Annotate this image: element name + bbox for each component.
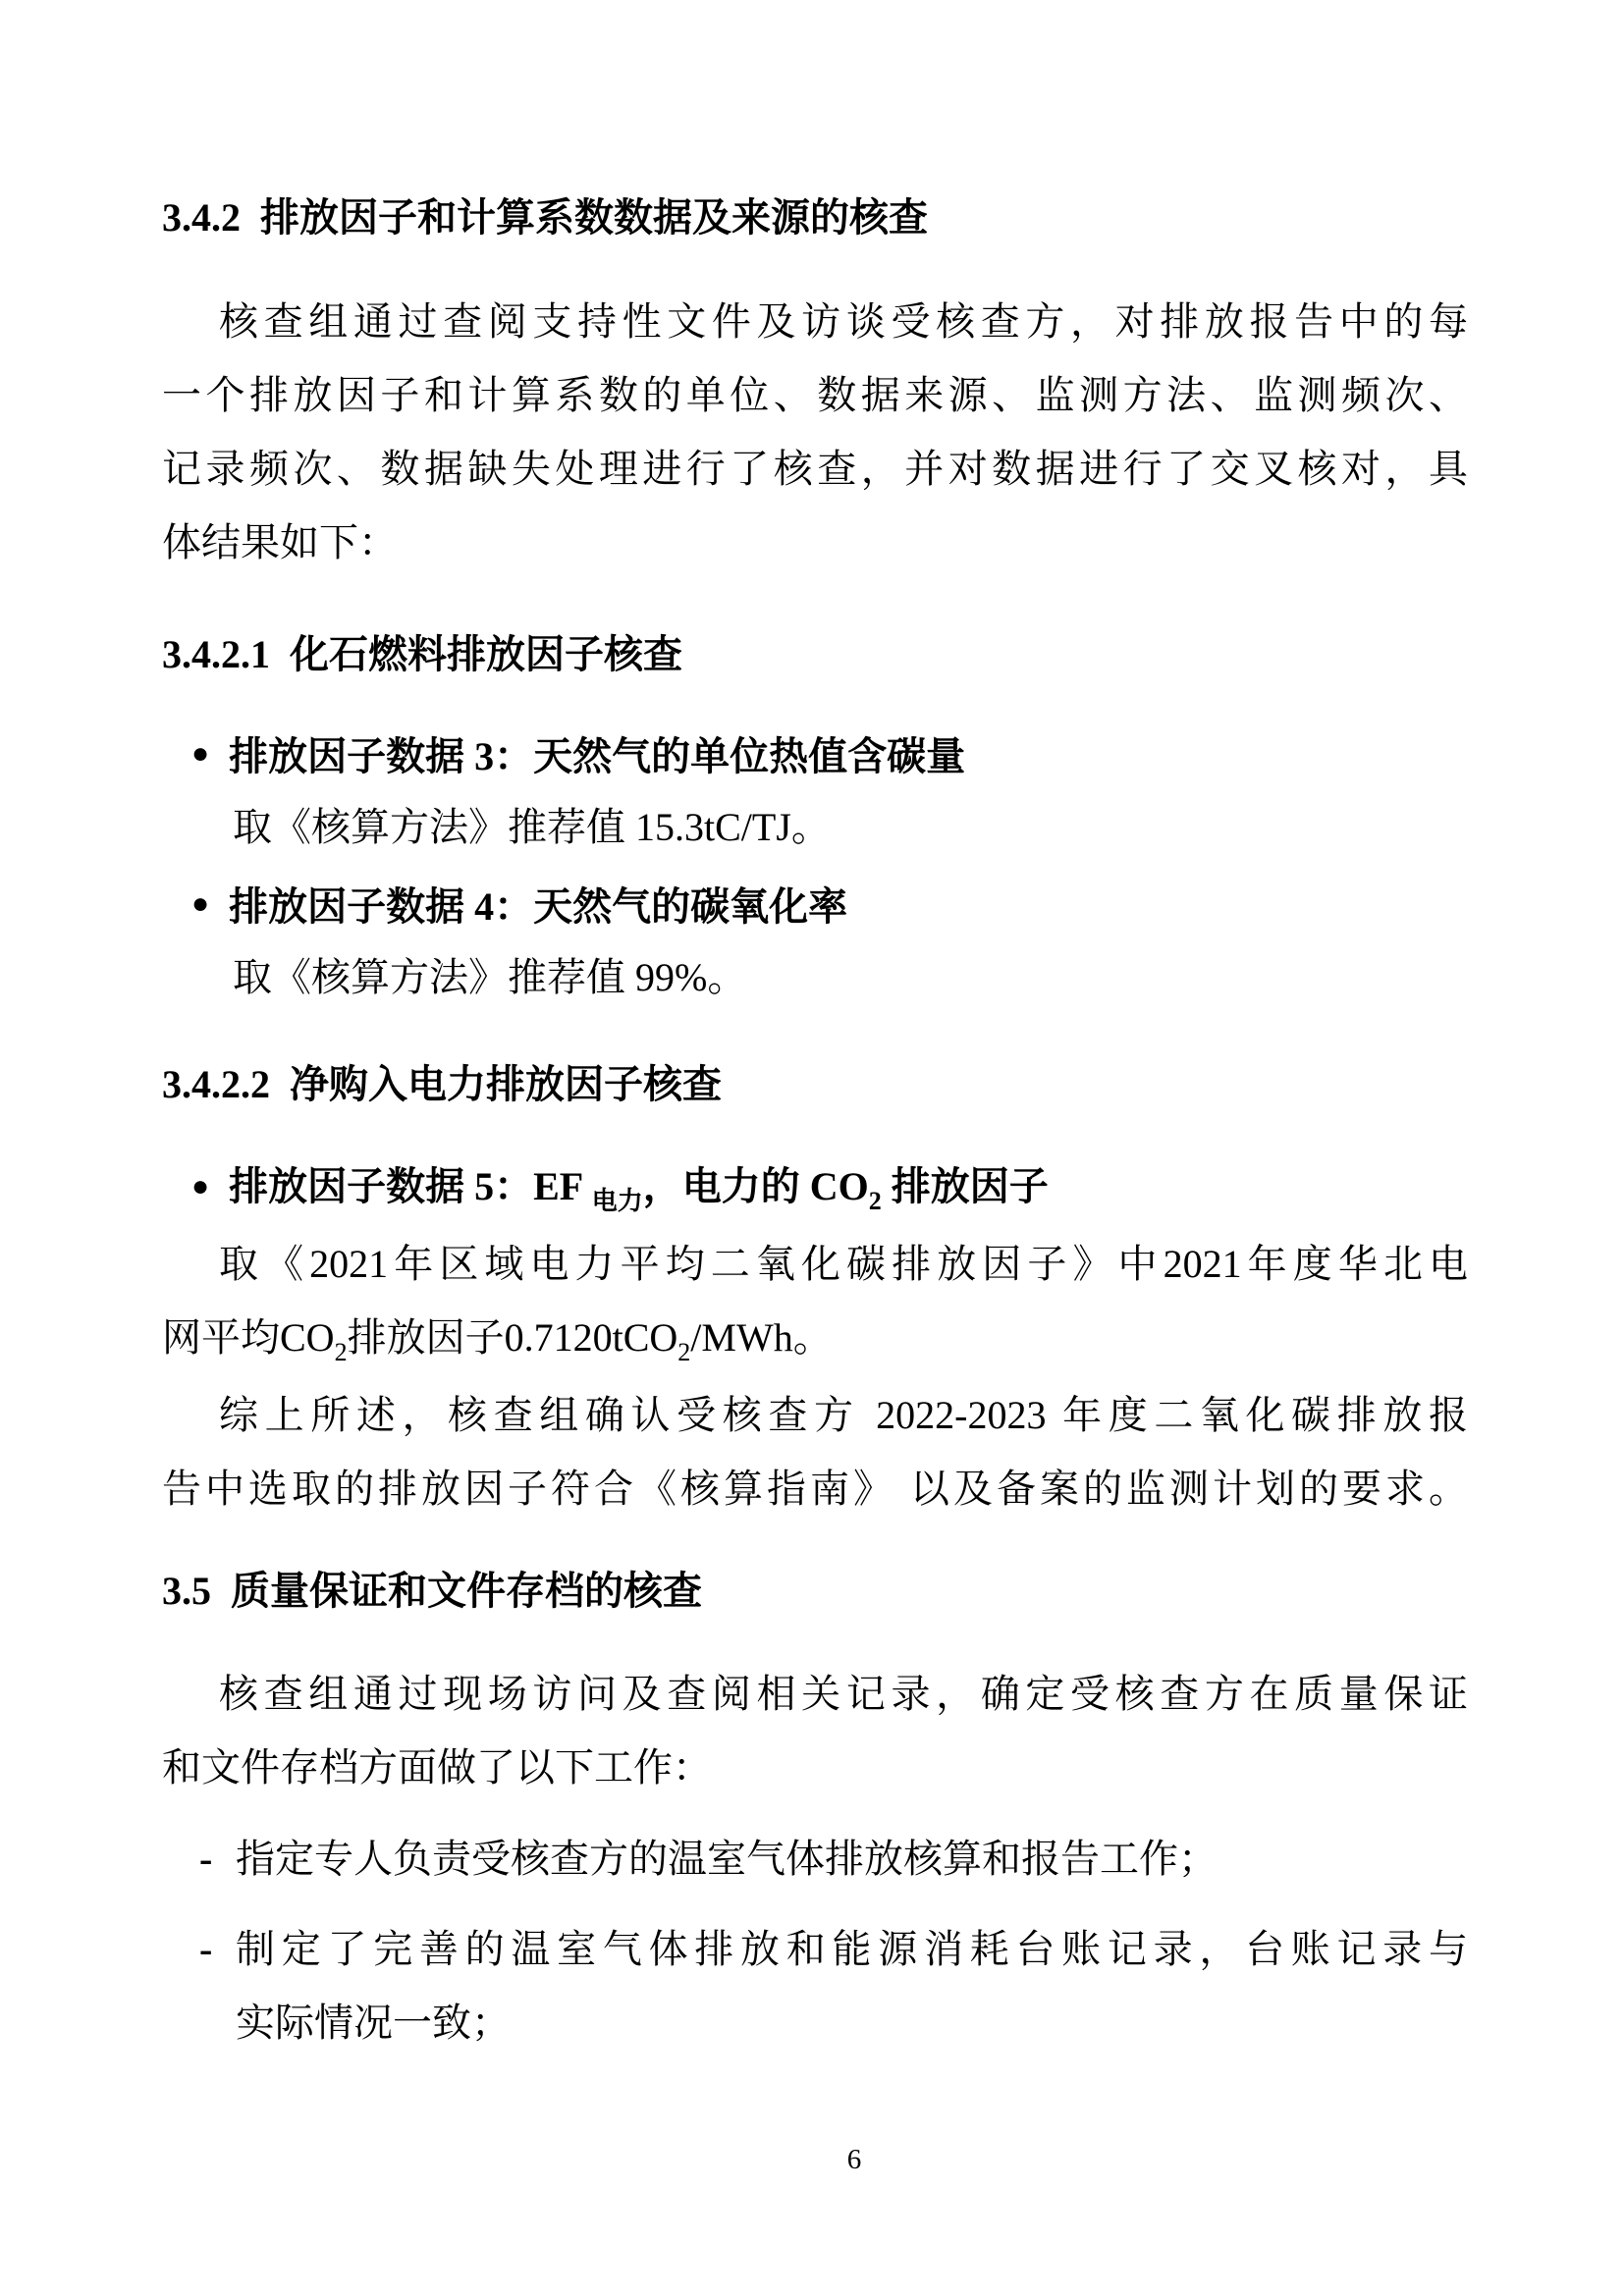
co2-subscript: 2 [677, 1338, 691, 1366]
label-text: 排放因子数据 5：EF [229, 1164, 592, 1208]
factor-value-line: 取《核算方法》推荐值 15.3tC/TJ。 [233, 805, 831, 849]
heading-title: 化石燃料排放因子核查 [290, 632, 682, 676]
page-number: 6 [846, 2144, 862, 2175]
paragraph-line: 告中选取的排放因子符合《核算指南》 以及备案的监测计划的要求。 [162, 1467, 1468, 1511]
list-item-line: 制定了完善的温室气体排放和能源消耗台账记录，台账记录与 [236, 1927, 1468, 1971]
bullet-label: 排放因子数据 4：天然气的碳氧化率 [229, 884, 848, 929]
paragraph-qa [162, 1657, 1468, 1804]
work-item-1 [162, 1822, 1468, 1896]
paragraph-line [162, 1301, 1468, 1374]
paragraph-conclusion [162, 1378, 1468, 1525]
paragraph-grid-factor [162, 1227, 1468, 1374]
factor-value-line: 取《核算方法》推荐值 99%。 [233, 955, 747, 999]
emission-factor-bullet-5 [162, 1149, 1468, 1223]
dash-marker: - [199, 1927, 213, 1971]
paragraph-line: 核查组通过查阅支持性文件及访谈受核查方，对排放报告中的每 [219, 299, 1468, 344]
emission-factor-bullet-3 [162, 717, 1468, 790]
paragraph-line: 记录频次、数据缺失处理进行了核查，并对数据进行了交叉核对，具 [162, 447, 1468, 491]
bullet-label: 排放因子数据 3：天然气的单位热值含碳量 [229, 734, 966, 778]
paragraph-line: 取《2021年区域电力平均二氧化碳排放因子》中2021年度华北电 [219, 1242, 1468, 1286]
heading-number: 3.4.2 [162, 195, 241, 240]
section-heading-3-4-2-2 [162, 1061, 1468, 1108]
section-heading-3-5 [162, 1568, 1468, 1615]
line-text: /MWh。 [690, 1315, 833, 1360]
heading-number: 3.4.2.1 [162, 632, 270, 676]
paragraph-line: 和文件存档方面做了以下工作： [162, 1745, 712, 1789]
section-heading-3-4-2-1 [162, 631, 1468, 678]
paragraph-line: 一个排放因子和计算系数的单位、数据来源、监测方法、监测频次、 [162, 373, 1468, 417]
bullet-icon: ● [191, 736, 210, 770]
bullet-label [229, 1155, 1049, 1217]
dash-marker: - [199, 1837, 213, 1881]
emission-factor-bullet-4 [162, 867, 1468, 940]
label-text: ，电力的 CO [642, 1164, 869, 1208]
heading-title: 排放因子和计算系数数据及来源的核查 [260, 195, 928, 240]
heading-title: 净购入电力排放因子核查 [290, 1062, 722, 1106]
list-item-line: 实际情况一致； [236, 2001, 511, 2045]
ef-subscript: 电力 [591, 1187, 643, 1215]
co2-subscript: 2 [334, 1338, 348, 1366]
line-text: 排放因子0.7120tCO [347, 1315, 678, 1360]
page-content [162, 0, 1468, 2179]
paragraph-line: 核查组通过现场访问及查阅相关记录，确定受核查方在质量保证 [219, 1672, 1468, 1716]
paragraph-overview [162, 285, 1468, 579]
heading-number: 3.5 [162, 1569, 211, 1613]
section-heading-3-4-2 [162, 194, 1468, 241]
bullet-icon: ● [191, 1169, 210, 1202]
line-text: 网平均CO [162, 1315, 335, 1360]
co2-subscript: 2 [868, 1187, 882, 1215]
list-item-line: 指定专人负责受核查方的温室气体排放核算和报告工作； [236, 1837, 1218, 1881]
heading-number: 3.4.2.2 [162, 1062, 270, 1106]
paragraph-line: 综上所述，核查组确认受核查方 2022-2023 年度二氧化碳排放报 [219, 1393, 1468, 1437]
work-item-2 [162, 1912, 1468, 2059]
bullet-icon: ● [191, 886, 210, 920]
paragraph-line: 体结果如下： [162, 520, 398, 564]
heading-title: 质量保证和文件存档的核查 [231, 1569, 702, 1613]
label-text: 排放因子 [881, 1164, 1049, 1208]
